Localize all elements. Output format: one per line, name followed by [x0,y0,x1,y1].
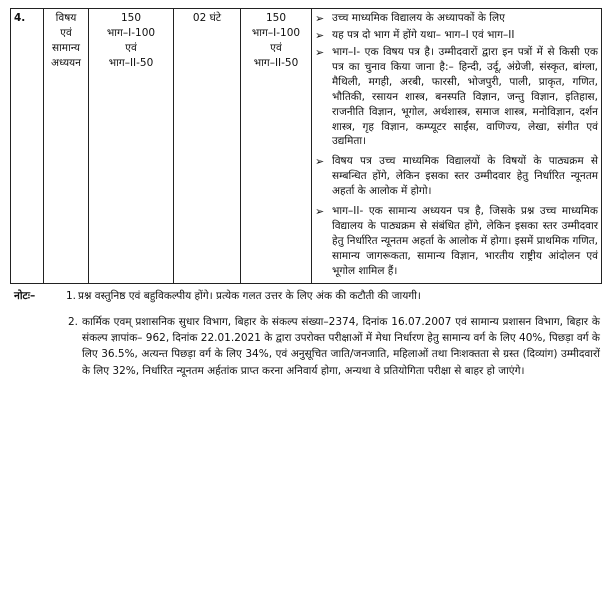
total-line: भाग–II-50 [253,56,299,69]
bullet-text: विषय पत्र उच्च माध्यमिक विद्यालयों के विषयों के पाठ्यक्रम से सम्बन्धित होंगे, लेकिन इसका स्तर उम्मीदवार हेतु निर्धारित न्यूनतम अहर्ता के आलोक में होगो। [332,155,598,198]
notes-section [10,288,602,379]
arrow-bullet-icon: ➢ [315,155,325,169]
list-item [315,28,598,43]
bullet-text: भाग–II- एक सामान्य अध्ययन पत्र है, जिसके प्रश्न उच्च माध्यमिक विद्यालय के पाठ्यक्रम से संबंधित होंगे, लेकिन इसका स्तर उम्मीदवार हेतु निर्धारित न्यूनतम अहर्ता के आलोक में होगा। इसमें प्राथमिक गणित, सामान्य जागरूकता, सामान्य विज्ञान, भारतीय राष्ट्रीय आंदोलन एवं भूगोल शामिल हैं। [332,205,598,277]
document-page [10,8,602,379]
subject-line: सामान्य [51,41,80,54]
arrow-bullet-icon: ➢ [315,46,325,59]
description-cell [312,9,602,284]
subject-line: एवं [60,26,72,39]
arrow-bullet-icon: ➢ [315,12,325,25]
marks-line: 150 [120,12,142,24]
arrow-bullet-icon: ➢ [315,205,325,219]
total-marks-cell [241,9,312,284]
bullet-text: उच्च माध्यमिक विद्यालय के अध्यापकों के लिए [332,12,505,24]
list-item [315,11,598,26]
marks-cell [89,9,174,284]
marks-line: भाग–II-50 [108,56,154,69]
arrow-bullet-icon: ➢ [315,29,325,42]
note-text: प्रश्न वस्तुनिष्ठ एवं बहुविकल्पीय होंगे। प्रत्येक गलत उत्तर के लिए अंक की कटौती की जायगी। [78,289,421,302]
time-cell: 02 घंटे [174,9,241,284]
bullet-text: यह पत्र दो भाग में होंगे यथा– भाग–I एवं भाग–II [332,29,515,41]
list-item [315,204,598,279]
notes-label: नोटः– [14,289,36,302]
table-row [11,9,602,284]
bullet-text: भाग–I- एक विषय पत्र है। उम्मीदवारों द्वारा इन पत्रों में से किसी एक पत्र का चुनाव किया जाना है:– हिन्दी, उर्दू, अंग्रेजी, संस्कृत, बांग्ला, मैथिली, मगही, अरबी, फारसी, भोजपुरी, पाली, प्राकृत, गणित, भौतिकी, रसायन शास्त्र, बनस्पति विज्ञान, जन्तु विज्ञान, इतिहास, राजनीति विज्ञान, भूगोल, अर्थशास्त्र, समाज शास्त्र, मनोविज्ञान, दर्शन शास्त्र, गृह विज्ञान, कम्प्यूटर साईंस, वाणिज्य, लेखा, संगीत एवं उद्यमिता। [332,46,598,148]
subject-cell [44,9,89,284]
total-line: 150 [265,12,287,24]
exam-scheme-table [10,8,602,284]
list-item [315,154,598,199]
note-item [10,288,602,304]
note-number: 2. [68,315,79,328]
note-number: 1. [66,289,77,302]
subject-line: विषय [55,12,77,24]
marks-line: भाग–I-100 [106,26,156,39]
serial-number: 4. [11,9,44,284]
total-line: भाग–I-100 [251,26,301,39]
note-text: कार्मिक एवम् प्रशासनिक सुधार विभाग, बिहार के संकल्प संख्या–2374, दिनांक 16.07.2007 एवं सामान्य प्रशासन विभाग, बिहार के संकल्प ज्ञापांक– 962, दिनांक 22.01.2021 के द्वारा उपरोक्त परीक्षाओं में मेधा निर्धारण हेतु सामान्य वर्ग के लिए 40%, पिछड़ा वर्ग के लिए 36.5%, अत्यन्त पिछड़ा वर्ग के लिए 34%, एवं अनुसूचित जाति/जनजाति, महिलाओं तथा निःशक्तता से ग्रस्त (दिव्यांग) उम्मीदवारों के लिए 32%, निर्धारित न्यूनतम अर्हतांक प्राप्त करना अनिवार्य होगा, अन्यथा वे प्रतियोगिता परीक्षा से बाहर हो जाएंगे। [82,315,600,377]
list-item [315,45,598,149]
total-line: एवं [270,41,282,54]
note-item [10,314,602,379]
subject-line: अध्ययन [51,56,81,69]
marks-line: एवं [125,41,137,54]
